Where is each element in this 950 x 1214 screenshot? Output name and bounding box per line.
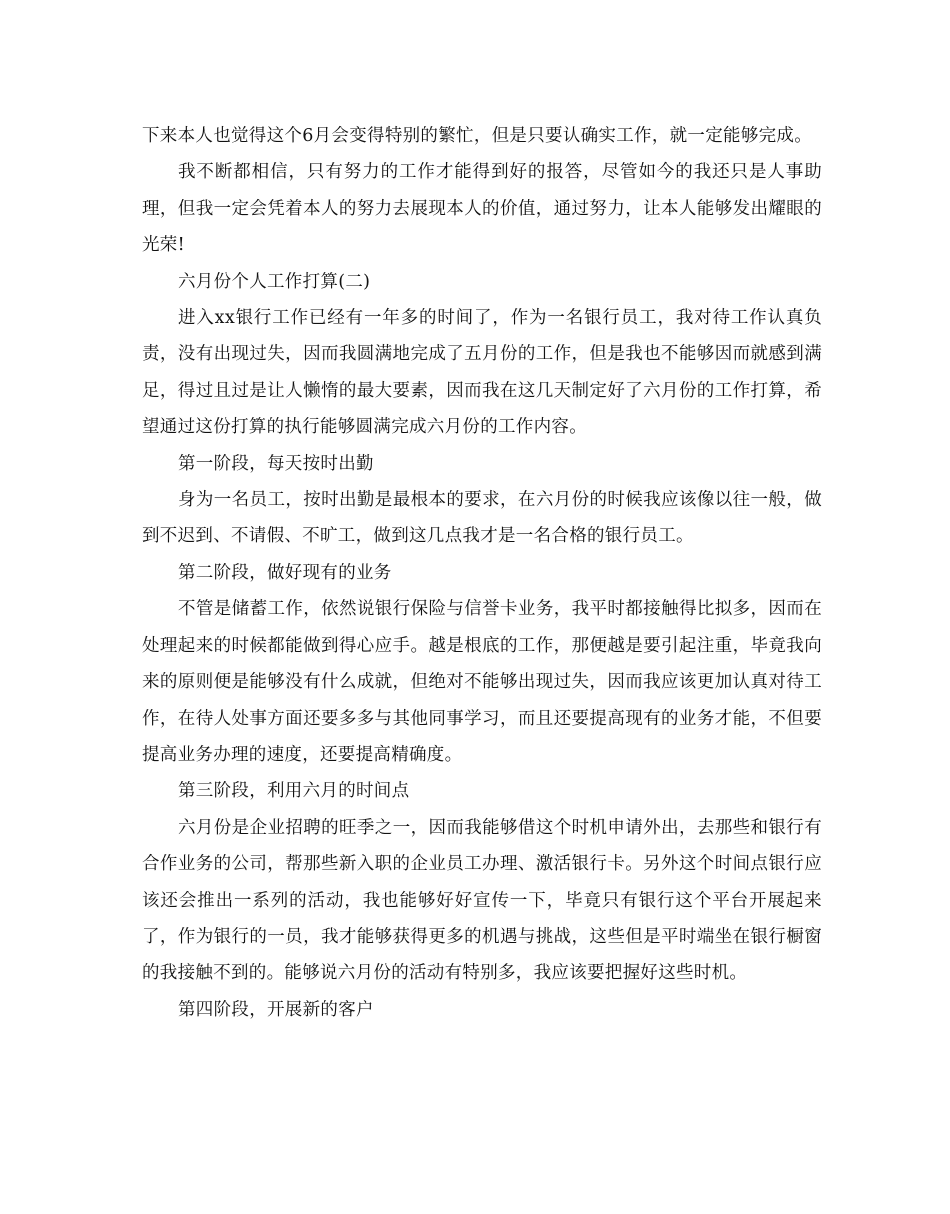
paragraph-belief: 我不断都相信，只有努力的工作才能得到好的报答，尽管如今的我还只是人事助理，但我一定会凭着本人的努力去展现本人的价值，通过努力，让本人能够发出耀眼的光荣! [142,162,822,256]
paragraph-stage-two: 不管是储蓄工作，依然说银行保险与信誉卡业务，我平时都接触得比拟多，因而在处理起来的时候都能做到得心应手。越是根底的工作，那便越是要引起注重，毕竟我向来的原则便是能够没有什么成就，但绝对不能够出现过失，因而我应该更加认真对待工作，在待人处事方面还要多多与其他同事学习，而且还要提高现有的业务才能，不但要提高业务办理的速度，还要提高精确度。 [142,599,822,765]
paragraph-stage-three: 六月份是企业招聘的旺季之一，因而我能够借这个时机申请外出，去那些和银行有合作业务的公司，帮那些新入职的企业员工办理、激活银行卡。另外这个时间点银行应该还会推出一系列的活动，我也能够好好宣传一下，毕竟只有银行这个平台开展起来了，作为银行的一员，我才能够获得更多的机遇与挑战，这些但是平时端坐在银行橱窗的我接触不到的。能够说六月份的活动有特别多，我应该要把握好这些时机。 [142,817,822,984]
stage-heading-four: 第四阶段，开展新的客户 [178,999,374,1020]
section-heading-plan-two: 六月份个人工作打算(二) [178,271,371,292]
stage-heading-one: 第一阶段，每天按时出勤 [178,453,374,474]
stage-heading-three: 第三阶段，利用六月的时间点 [178,781,410,802]
stage-heading-two: 第二阶段，做好现有的业务 [178,562,392,583]
paragraph-intro: 进入xx银行工作已经有一年多的时间了，作为一名银行员工，我对待工作认真负责，没有出现过失，因而我圆满地完成了五月份的工作，但是我也不能够因而就感到满足，得过且过是让人懒惰的最大要素，因而我在这几天制定好了六月份的工作打算，希望通过这份打算的执行能够圆满完成六月份的工作内容。 [142,308,822,438]
paragraph-stage-one: 身为一名员工，按时出勤是最根本的要求，在六月份的时候我应该像以往一般，做到不迟到、不请假、不旷工，做到这几点我才是一名合格的银行员工。 [142,490,822,547]
paragraph-continuation: 下来本人也觉得这个6月会变得特别的繁忙，但是只要认确实工作，就一定能够完成。 [142,126,813,146]
document-body [142,118,822,1028]
